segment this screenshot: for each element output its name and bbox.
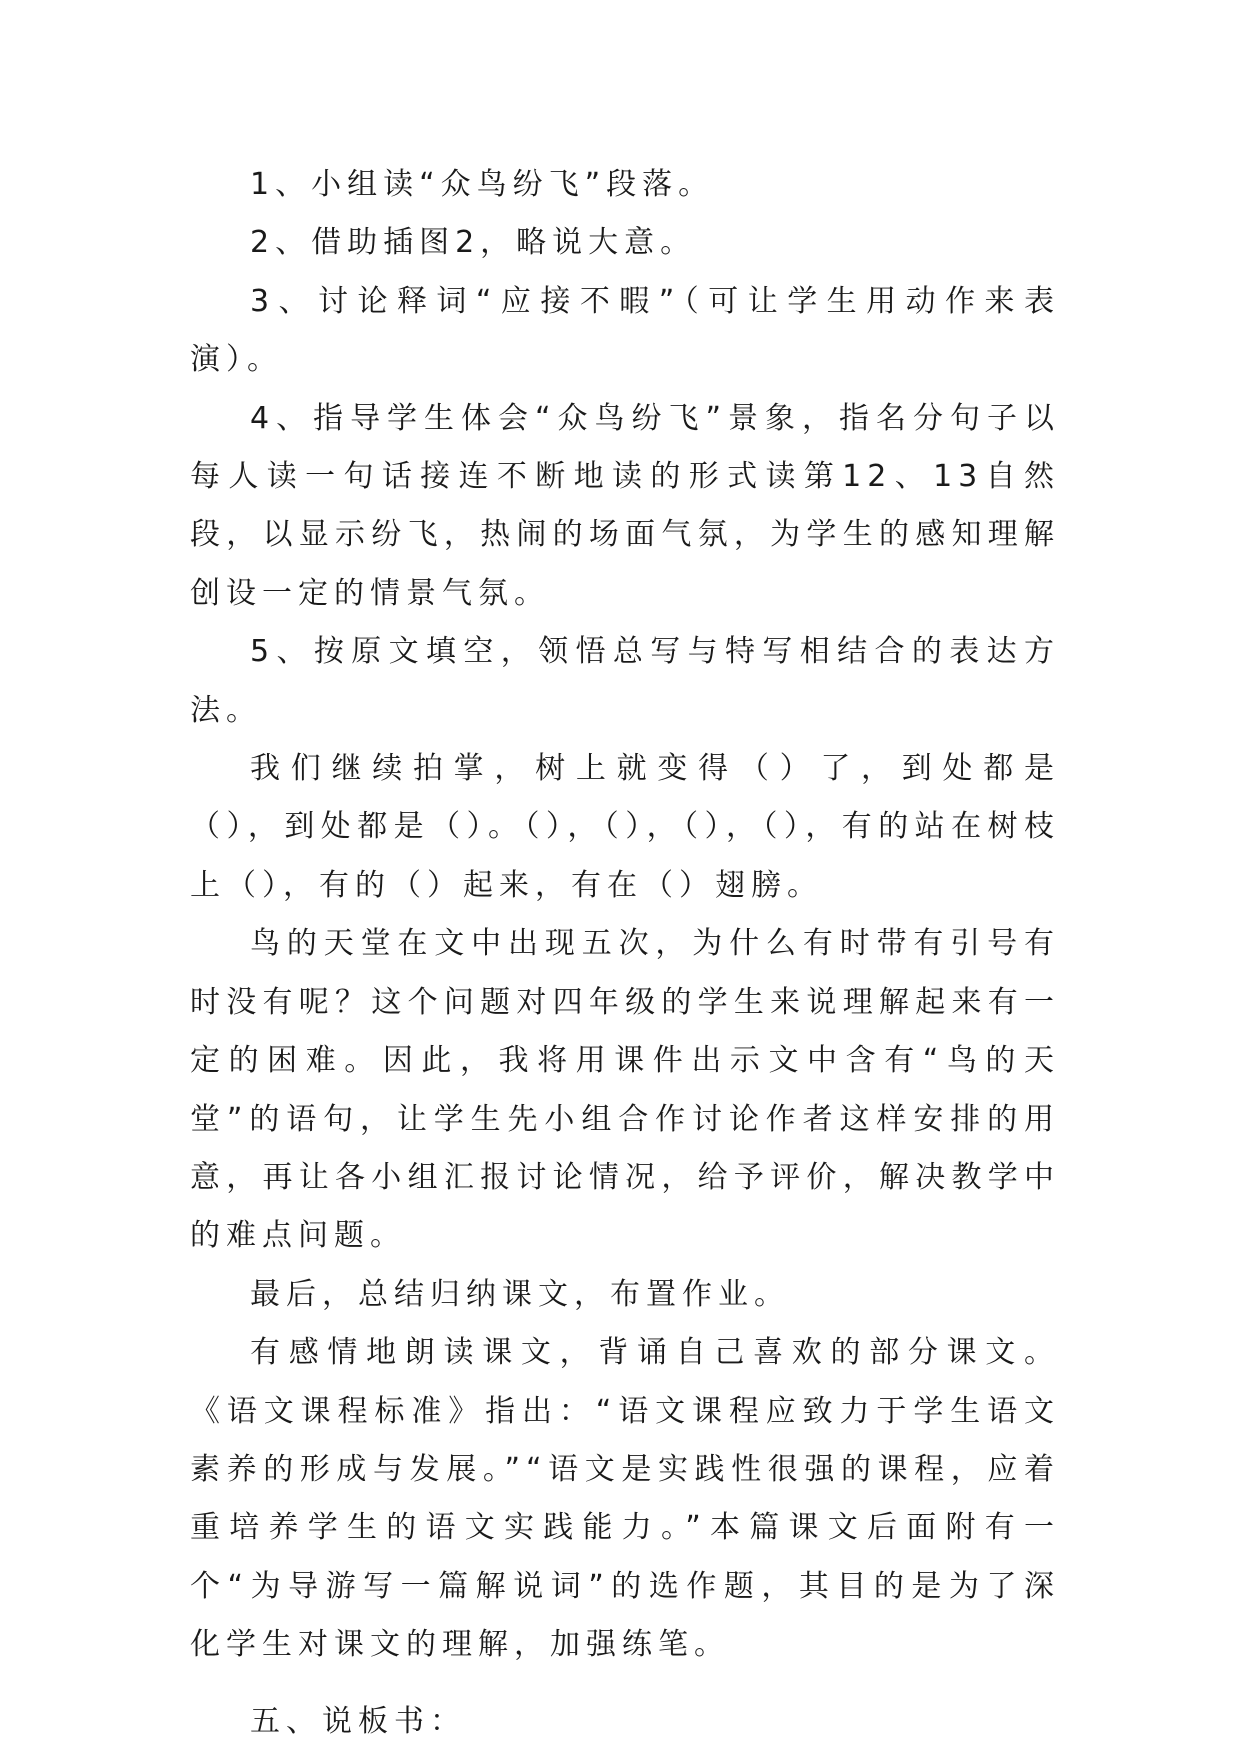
paragraph-homework: 有感情地朗读课文，背诵自己喜欢的部分课文。《语文课程标准》指出：“语文课程应致力于学生语文素养的形成与发展。”“语文是实践性很强的课程，应着重培养学生的语文实践能力。”本篇课文后面附有一个“为导游写一篇解说词”的选作题，其目的是为了深化学生对课文的理解，加强练笔。 [190,1335,1060,1663]
paragraph-step-5: 5、按原文填空，领悟总写与特写相结合的表达方法。 [190,634,1060,728]
paragraph-birds-paradise-discussion: 鸟的天堂在文中出现五次，为什么有时带有引号有时没有呢？这个问题对四年级的学生来说理解起来有一定的困难。因此，我将用课件出示文中含有“鸟的天堂”的语句，让学生先小组合作讨论作者这样安排的用意，再让各小组汇报讨论情况，给予评价，解决教学中的难点问题。 [190,926,1060,1254]
paragraph-step-4: 4、指导学生体会“众鸟纷飞”景象，指名分句子以每人读一句话接连不断地读的形式读第12、13自然段，以显示纷飞，热闹的场面气氛，为学生的感知理解创设一定的情景气氛。 [190,400,1060,611]
paragraph-step-2: 2、借助插图2，略说大意。 [250,225,697,261]
document-body [190,156,1060,1751]
paragraph-step-1: 1、小组读“众鸟纷飞”段落。 [250,167,715,202]
paragraph-step-3: 3、讨论释词“应接不暇”（可让学生用动作来表演）。 [190,283,1060,378]
paragraph-summary: 最后，总结归纳课文，布置作业。 [250,1276,790,1312]
paragraph-fill-in-exercise: 我们继续拍掌，树上就变得（）了，到处都是（），到处都是（）。（），（），（），（），有的站在树枝上（），有的（）起来，有在（）翅膀。 [190,751,1060,903]
section-heading-blackboard: 五、说板书： [250,1703,466,1739]
